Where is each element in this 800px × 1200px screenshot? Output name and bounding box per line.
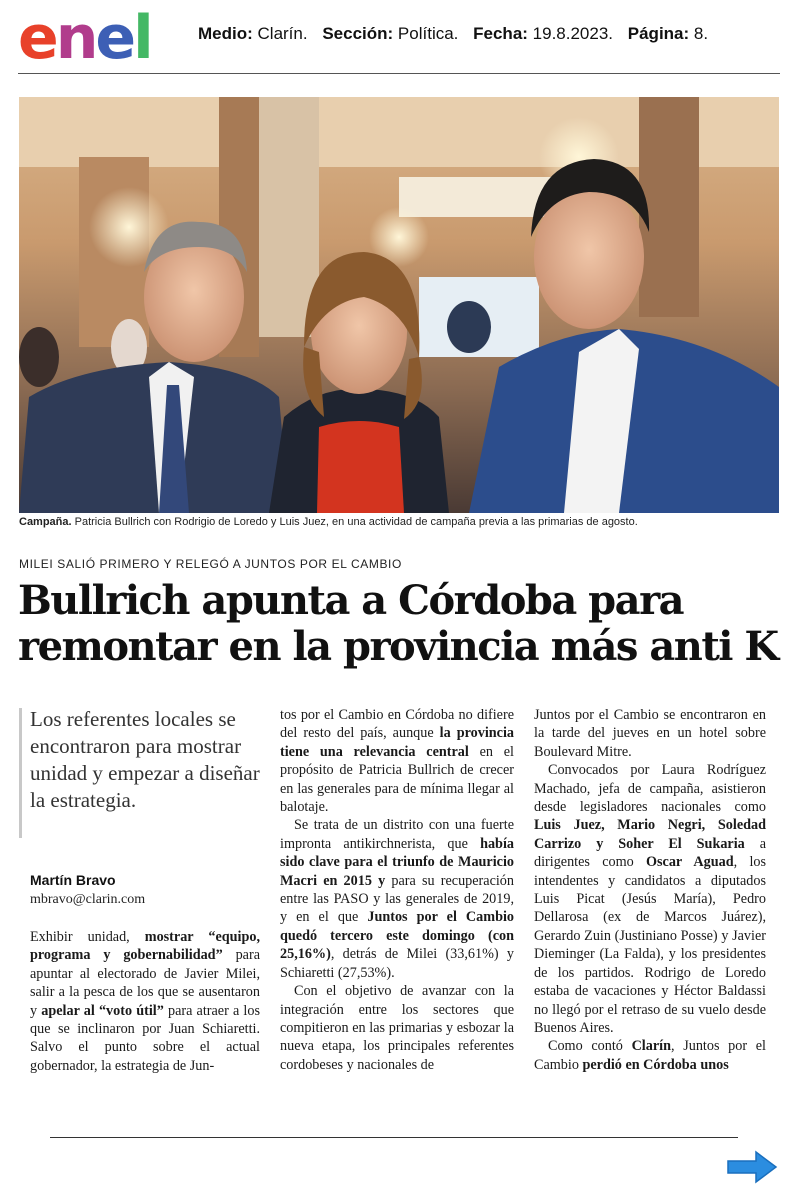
logo-letter-n: n [55,3,96,73]
author-email[interactable]: mbravo@clarin.com [30,892,146,907]
fecha-label: Fecha: [473,24,528,43]
paragraph: tos por el Cambio en Córdoba no difiere del resto del país, aunque la provincia tiene una relevancia central en el propósito de Patricia Bullrich de crecer en las generales para de mínima llegar al balotaje. [280,707,514,816]
seccion-value: Política. [397,24,459,43]
caption-text: Patricia Bullrich con Rodrigio de Loredo y Luis Juez, en una actividad de campaña previa a las primarias de agosto. [71,516,638,528]
article-column-1 [30,928,260,1075]
paragraph: Exhibir unidad, mostrar “equipo, programa y gobernabilidad” para apuntar al electorado de Javier Milei, salir a la pesca de los que se ausentaron y apelar al “voto útil” para atraer a los que se inclinaron por Juan Schiaretti. Salvo el punto sobre el actual gobernador, la estrategia de Jun- [30,929,260,1074]
medio-label: Medio: [198,24,253,43]
medio-value: Clarín. [257,24,308,43]
paragraph: Con el objetivo de avanzar con la integración entre los sectores que compitieron en las primarias y esbozar la nueva etapa, los principales referentes cordobeses y nacionales de [280,983,514,1073]
document-header [0,0,800,76]
paragraph: Convocados por Laura Rodríguez Machado, jefa de campaña, asistieron desde legisladores nacionales como Luis Juez, Mario Negri, Soledad Carrizo y Soher El Sukaria a dirigentes como Oscar Aguad, los intendentes y candidatos a diputados Luis Picat (Jesús María), Pedro Dellarosa (ex de Marcos Juárez), Gerardo Zuin (Justiniano Posse) y Javier Dieminger (La Falda), y los presidentes de los partidos. Rodrigo de Loredo estaba de vacaciones y Héctor Baldassi no llegó por el retraso de su vuelo desde Buenos Aires. [534,762,766,1036]
logo-letter-l: l [133,3,151,73]
source-metadata [198,24,718,44]
paragraph: Se trata de un distrito con una fuerte impronta antikirchnerista, que había sido clave para el triunfo de Mauricio Macri en 2015 y para su recuperación entre las PASO y las generales de 2019, y en el que Juntos por el Cambio quedó tercero este domingo (con 25,16%), detrás de Milei (33,61%) y Schiaretti (27,53%). [280,817,514,981]
paragraph: Juntos por el Cambio se encontraron en la tarde del jueves en un hotel sobre Boulevard Mitre. [534,707,766,760]
pagina-label: Página: [627,24,690,43]
fecha-value: 19.8.2023. [532,24,614,43]
pagina-value: 8. [693,24,709,43]
arrow-right-icon[interactable] [726,1150,778,1184]
article-column-2 [280,706,514,1074]
paragraph: Como contó Clarín, Juntos por el Cambio perdió en Córdoba unos [534,1038,766,1073]
seccion-label: Sección: [322,24,394,43]
article-photo [19,97,779,513]
footer-divider [50,1137,738,1138]
headline-line-2: remontar en la provincia más anti K [18,623,778,670]
headline-line-1: Bullrich apunta a Córdoba para [18,577,684,624]
article-headline [18,578,788,670]
caption-label: Campaña. [19,516,72,528]
article-kicker: MILEI SALIÓ PRIMERO Y RELEGÓ A JUNTOS POR EL CAMBIO [19,557,402,571]
article-lead: Los referentes locales se encontraron para mostrar unidad y empezar a diseñar la estrategia. [30,707,260,812]
photo-caption [19,516,779,528]
enel-logo [18,3,151,73]
author-name: Martín Bravo [30,872,116,888]
lead-accent-bar [19,708,22,838]
article-column-3 [534,706,766,1074]
logo-letter-e: e [18,3,56,73]
logo-letter-e2: e [95,3,134,73]
header-divider [18,73,780,74]
